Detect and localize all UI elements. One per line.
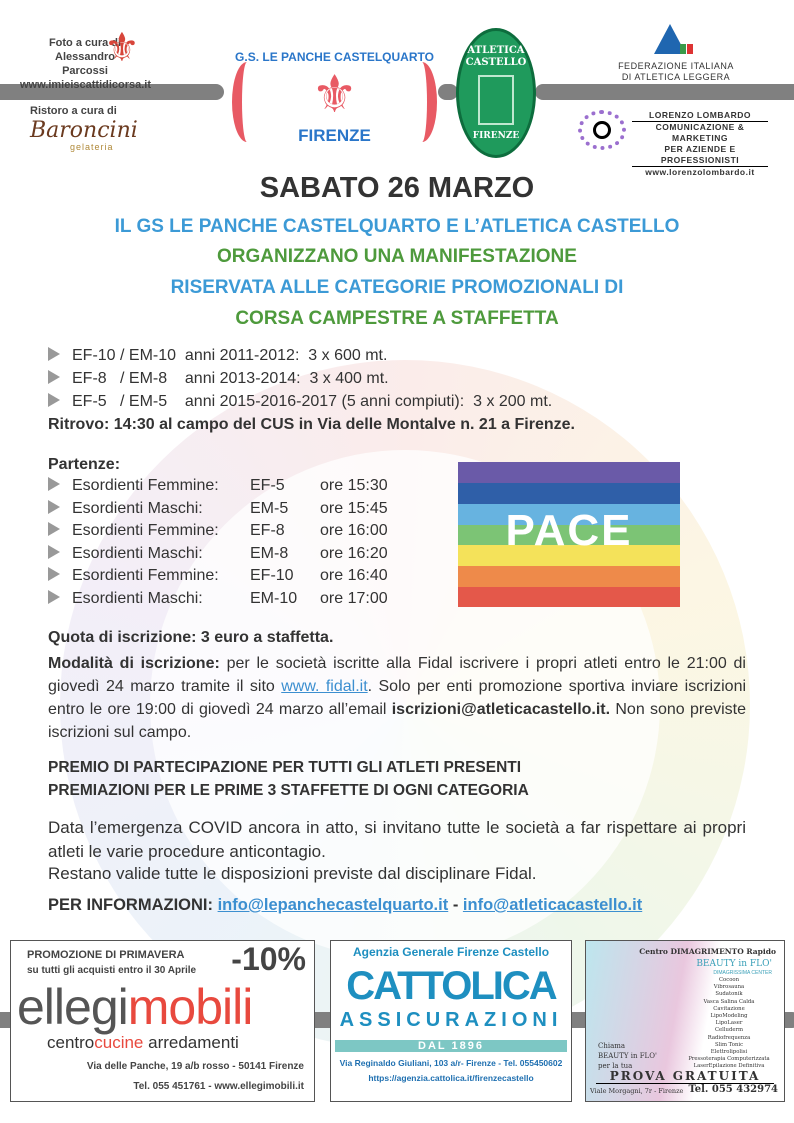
ellegimobili-logo — [17, 979, 252, 1035]
lombardo-line: COMUNICAZIONE & MARKETING — [655, 122, 745, 143]
service-item: Cavitazione — [713, 1005, 745, 1012]
triangle-bullet-icon — [48, 477, 60, 491]
lombardo-line: LORENZO LOMBARDO — [632, 110, 768, 122]
atletica-castello-logo — [456, 28, 536, 158]
category-text: EF-10 / EM-10 anni 2011-2012: 3 x 600 mt. — [72, 347, 388, 364]
service-item: Vibrosauna — [713, 984, 745, 991]
castello-logo-city: FIRENZE — [472, 131, 520, 141]
lombardo-line: www.lorenzolombardo.it — [645, 167, 755, 177]
call-line: Chiama — [598, 1042, 626, 1050]
fidal-text — [606, 61, 746, 83]
disposizioni: Restano valide tutte le disposizioni previste dal disciplinare Fidal. — [48, 864, 537, 883]
covid-notice: Data l’emergenza COVID ancora in atto, si invitano tutte le società a far rispettare ai propri atleti le varie procedure anticontagio. — [48, 818, 746, 861]
partenza-category: Esordienti Femmine: — [72, 477, 219, 494]
service-item: Slim Tonic — [714, 1041, 744, 1048]
partenza-time: ore 15:45 — [320, 499, 388, 517]
lombardo-line: PER AZIENDE E PROFESSIONISTI — [632, 144, 768, 167]
brand-part: ellegi — [17, 979, 128, 1035]
info-line — [48, 896, 642, 915]
call-line: BEAUTY in FLO' — [598, 1052, 657, 1060]
modalita-text: Non sono previste iscrizioni sul campo. — [48, 701, 747, 741]
ritrovo: Ritrovo: 14:30 al campo del CUS in Via delle Montalve n. 21 a Firenze. — [48, 416, 575, 433]
partenza-category: Esordienti Maschi: — [72, 590, 203, 607]
ad-agency: Agenzia Generale Firenze Castello — [352, 945, 550, 959]
castello-logo-text: ATLETICA CASTELLO — [465, 45, 527, 68]
partenza-code: EM-5 — [250, 499, 289, 517]
ad-promo-sub: su tutti gli acquisti entro il 30 Aprile — [27, 965, 197, 976]
triangle-bullet-icon — [48, 522, 60, 536]
partenza-time: ore 16:40 — [320, 567, 388, 585]
gs-logo-text: G.S. LE PANCHE CASTELQUARTO — [235, 50, 434, 64]
credit-line: www.imieiscattidicorsa.it — [20, 79, 152, 91]
partenza-code: EF-5 — [250, 477, 285, 494]
partenza-code: EF-10 — [250, 567, 294, 585]
divider-bar — [438, 84, 458, 100]
cattolica-since: DAL 1896 — [335, 1040, 567, 1052]
service-item: Elettrolipolisi — [710, 1049, 748, 1056]
ristoro-label: Ristoro a cura di — [30, 105, 117, 117]
ad-tel: Tel. 055 432974 — [688, 1084, 778, 1095]
partenza-time: ore 16:00 — [320, 522, 388, 540]
partenza-code: EM-10 — [250, 590, 298, 607]
category-item — [48, 393, 552, 411]
fidal-line: FEDERAZIONE ITALIANA — [618, 61, 734, 71]
partenze-label: Partenze: — [48, 456, 121, 473]
partenza-time: ore 15:30 — [320, 477, 388, 494]
service-item: LipoLaser — [715, 1020, 743, 1027]
baroncini-logo: Baroncini — [30, 118, 138, 143]
service-item: Sudatonik — [715, 991, 743, 998]
info-label: PER INFORMAZIONI: — [48, 896, 213, 914]
call-text — [598, 1041, 657, 1071]
service-item: Cocoon — [719, 977, 739, 983]
pace-flag — [458, 462, 680, 607]
flag-stripe — [458, 566, 680, 587]
category-item — [48, 347, 387, 365]
partenza-code: EM-8 — [250, 544, 289, 562]
beauty-in-flo-ad — [585, 940, 785, 1102]
subtitle-line: RISERVATA ALLE CATEGORIE PROMOZIONALI DI — [170, 277, 624, 298]
partenza-item — [48, 522, 388, 540]
triangle-bullet-icon — [48, 393, 60, 407]
info-separator: - — [448, 896, 463, 914]
brand-part: mobili — [127, 979, 253, 1035]
iscrizioni-email: iscrizioni@atleticacastello.it. — [391, 701, 611, 718]
triangle-bullet-icon — [48, 347, 60, 361]
triangle-bullet-icon — [48, 500, 60, 514]
ad-address: Viale Morgagni, 7r - Firenze — [590, 1087, 684, 1095]
partenza-category: Esordienti Femmine: — [72, 567, 219, 585]
ad-contact: Tel. 055 451761 - www.ellegimobili.it — [133, 1081, 304, 1092]
partenza-item — [48, 545, 388, 563]
gs-le-panche-logo: G.S. LE PANCHE CASTELQUARTO ⚜ FIRENZE — [232, 40, 437, 150]
credit-line: Alessandro — [55, 51, 115, 63]
modalita-text: per le società iscritte alla Fidal iscrivere i propri atleti entro le 21:00 di giovedì 24 marzo tramite il sito — [48, 655, 746, 695]
category-text: EF-8 / EM-8 anni 2013-2014: 3 x 400 mt. — [72, 370, 389, 387]
beauty-logo: BEAUTY in FLO' — [696, 959, 772, 969]
triangle-bullet-icon — [48, 370, 60, 384]
triangle-bullet-icon — [48, 545, 60, 559]
quota: Quota di iscrizione: 3 euro a staffetta. — [48, 629, 334, 646]
partenza-category: Esordienti Maschi: — [72, 544, 203, 562]
category-item — [48, 370, 389, 388]
tag-part: cucine — [94, 1033, 144, 1052]
ad-discount: -10% — [231, 941, 306, 977]
subtitle-line: ORGANIZZANO UNA MANIFESTAZIONE — [217, 246, 577, 267]
partenza-code: EF-8 — [250, 522, 285, 540]
ad-offer: PROVA GRATUITA — [596, 1069, 774, 1084]
ad-head: Centro DIMAGRIMENTO Rapido — [639, 947, 776, 956]
modalita-label: Modalità di iscrizione: — [48, 655, 220, 672]
gs-logo-city: FIRENZE — [298, 126, 371, 145]
triangle-bullet-icon — [48, 590, 60, 604]
beauty-logo-sub: DIMAGRISSIMA CENTER — [713, 970, 772, 976]
call-line: per la tua — [598, 1062, 633, 1070]
subtitle-line: IL GS LE PANCHE CASTELQUARTO E L’ATLETICA CASTELLO — [114, 216, 680, 237]
cattolica-ad — [330, 940, 572, 1102]
info-email-link[interactable]: info@atleticacastello.it — [462, 896, 643, 914]
ad-address: Via Reginaldo Giuliani, 103 a/r- Firenze - Tel. 055450602 — [339, 1058, 563, 1068]
divider-bar — [535, 84, 794, 100]
subtitle-line: CORSA CAMPESTRE A STAFFETTA — [235, 308, 559, 329]
page-title: SABATO 26 MARZO — [259, 172, 535, 204]
lombardo-logo-icon — [578, 110, 626, 150]
premio-line: PREMIO DI PARTECIPAZIONE PER TUTTI GLI ATLETI PRESENTI — [48, 759, 522, 776]
tag-part: centro — [47, 1033, 95, 1052]
services-list — [686, 977, 772, 1071]
fidal-logo-icon — [640, 24, 690, 54]
flag-stripe — [458, 483, 680, 504]
fidal-link[interactable]: www. fidal.it — [281, 678, 368, 695]
service-item: Celluderm — [714, 1027, 744, 1034]
ellegimobili-tagline — [47, 1033, 239, 1053]
baroncini-sub: gelateria — [70, 142, 114, 152]
partenza-item — [48, 500, 388, 518]
ad-address: Via delle Panche, 19 a/b rosso - 50141 Firenze — [86, 1061, 304, 1072]
modalita-paragraph — [48, 652, 746, 744]
triangle-bullet-icon — [48, 567, 60, 581]
fidal-line: DI ATLETICA LEGGERA — [621, 72, 731, 82]
partenza-time: ore 17:00 — [320, 590, 388, 607]
flag-stripe — [458, 462, 680, 483]
ad-promo: PROMOZIONE DI PRIMAVERA — [27, 949, 185, 961]
service-item: Vasca Salina Calda — [703, 998, 755, 1005]
tag-part: arredamenti — [143, 1033, 239, 1052]
cattolica-logo: CATTOLICA — [346, 964, 556, 1008]
service-item: LaserEpilazione Definitiva — [693, 1063, 765, 1070]
partenza-category: Esordienti Femmine: — [72, 522, 219, 540]
service-item: Radiofrequenza — [707, 1034, 751, 1041]
lily-logo-icon: ⚜ — [104, 26, 140, 70]
cattolica-sub: ASSICURAZIONI — [339, 1009, 563, 1031]
category-text: EF-5 / EM-5 anni 2015-2016-2017 (5 anni compiuti): 3 x 200 mt. — [72, 393, 553, 410]
lombardo-text — [632, 110, 768, 178]
premio-line: PREMIAZIONI PER LE PRIME 3 STAFFETTE DI OGNI CATEGORIA — [48, 782, 529, 799]
pace-text: PACE — [505, 506, 633, 555]
ad-url: https://agenzia.cattolica.it/firenzecastello — [368, 1073, 534, 1083]
partenza-item — [48, 567, 388, 585]
service-item: Pressoterapia Computerizzata — [688, 1056, 770, 1063]
flag-stripe — [458, 586, 680, 607]
service-item: LipoModeling — [710, 1013, 748, 1020]
info-email-link[interactable]: info@lepanchecastelquarto.it — [217, 896, 449, 914]
credit-line: Parcossi — [62, 65, 108, 77]
ellegimobili-ad — [10, 940, 315, 1102]
partenza-item — [48, 590, 388, 608]
partenza-time: ore 16:20 — [320, 544, 388, 562]
modalita-text: . Solo per enti promozione sportiva inviare iscrizioni entro le ore 19:00 di giovedì 24 marzo all’email — [48, 678, 747, 718]
partenza-item — [48, 477, 388, 495]
credit-line: Foto a cura di — [48, 37, 122, 49]
partenza-category: Esordienti Maschi: — [72, 499, 203, 517]
